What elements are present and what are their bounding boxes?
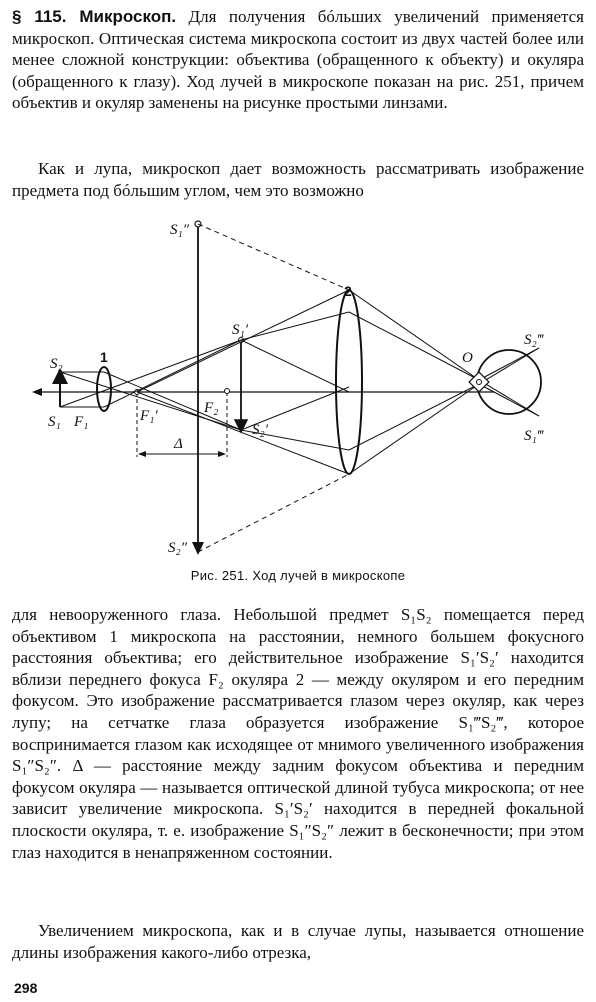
- page-number: 298: [14, 980, 38, 996]
- delta-arrow-right: [218, 451, 226, 457]
- label-f1: F₁: [74, 414, 89, 430]
- label-s1-retina: S₁‴: [524, 428, 544, 444]
- label-lens-2: 2: [344, 283, 352, 299]
- eyepiece-lens: [336, 290, 362, 474]
- eye-rays: [349, 290, 539, 474]
- label-s1-object: S₁: [48, 414, 61, 430]
- label-f2: F₂: [204, 400, 219, 416]
- figure-caption: Рис. 251. Ход лучей в микроскопе: [190, 568, 406, 583]
- eyepiece-rays: [137, 290, 349, 474]
- label-delta: Δ: [174, 436, 183, 452]
- delta-arrow-left: [138, 451, 146, 457]
- label-s2-object: S₂: [50, 356, 63, 372]
- label-f1-prime: F₁′: [140, 408, 158, 424]
- label-s2-retina: S₂‴: [524, 332, 544, 348]
- label-s1-virtual-top: S₁″: [170, 222, 189, 238]
- ray-diagram-svg: [24, 212, 584, 567]
- paragraph-4: Увеличением микроскопа, как и в случае лупы, называется отношение длины изображения какого-либо отрезка,: [12, 921, 584, 962]
- f2-point: [225, 389, 230, 394]
- label-lens-1: 1: [100, 349, 108, 365]
- paragraph-3: для невооруженного глаза. Небольшой предмет S₁S₂ помещается перед объективом 1 микроскопа на расстоянии, немного большем фокусного расстояния объектива; его действительное изображение S₁′S₂′ находится вблизи переднего фокуса F₂ окуляра 2 — между окуляром и его передним фокусом. Это изображение рассматривается глазом через окуляр, как через лупу; на сетчатке глаза образуется изображение S₁‴S₂‴, которое воспринимается глазом как исходящее от мнимого увеличенного изображения S₁″S₂″. Δ — расстояние между задним фокусом объектива и передним фокусом окуляра — называется оптической длиной тубуса микроскопа; от нее зависит увеличение микроскопа. S₁′S₂′ находится в передней фокальной плоскости окуляра, т. е. изображение S₁″S₂″ лежит в бесконечности; при этом глаз находится в ненапряженном состоянии.: [12, 605, 584, 862]
- paragraph-2: Как и лупа, микроскоп дает возможность рассматривать изображение предмета под бóльшим углом, чем это возможно: [12, 159, 584, 200]
- label-s1-prime: S₁′: [232, 322, 248, 338]
- paragraph-1-text: Для получения бóльших увеличений применяется микроскоп. Оптическая система микроскопа состоит из двух частей более или менее сложной конструкции: объектива (обращенного к объекту) и окуляра (обращенного к глазу). Ход лучей в микроскопе показан на рис. 251, причем объектив и окуляр заменены на рисунке простыми линзами.: [12, 7, 584, 113]
- label-s2-virtual-bottom: S₂″: [168, 540, 187, 556]
- virtual-rays: [198, 224, 349, 552]
- eye-point-o: [477, 380, 482, 385]
- label-s2-prime: S₂′: [252, 422, 268, 438]
- axis-arrow: [32, 388, 42, 396]
- label-eye-point-o: O: [462, 350, 473, 366]
- paragraph-1: [12, 6, 584, 114]
- section-heading: § 115. Микроскоп.: [12, 7, 177, 26]
- virtual-image-arrowhead: [192, 542, 204, 555]
- microscope-ray-diagram: [24, 212, 584, 567]
